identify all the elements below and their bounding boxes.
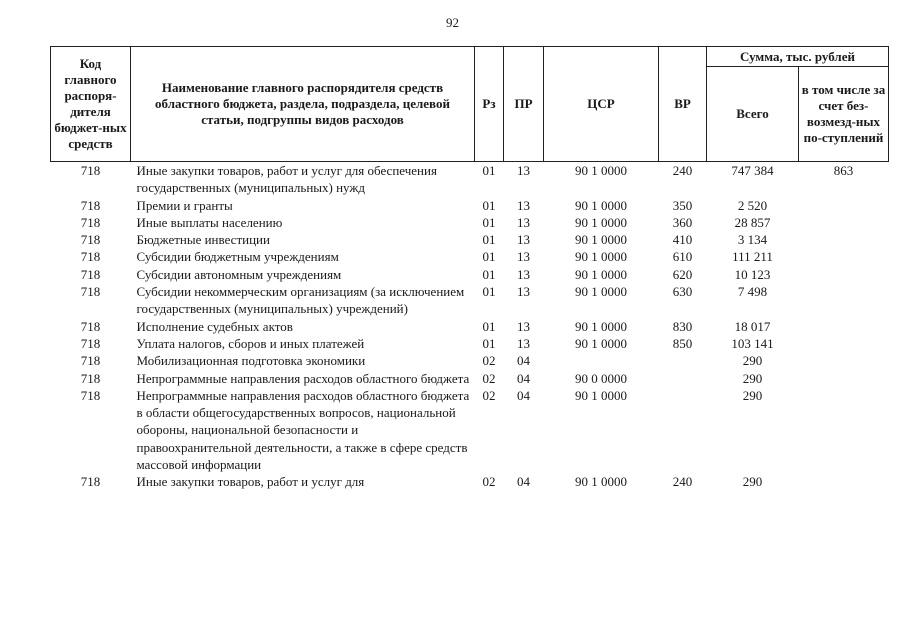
row-code: 718	[80, 335, 101, 351]
row-csr: 90 1 0000	[575, 318, 627, 334]
row-name: Мобилизационная подготовка экономики	[136, 353, 366, 369]
row-code: 718	[80, 387, 101, 403]
row-vr: 350	[672, 197, 693, 213]
row-name: Непрограммные направления расходов областного бюджета в области общегосударственных вопросов, национальной обороны, национальной безопасности и правоохранительной деятельности, а также в сфере средств массовой информации	[136, 387, 470, 473]
row-name: Исполнение судебных актов	[136, 318, 293, 334]
row-code: 718	[80, 214, 101, 230]
row-vr	[659, 370, 707, 387]
row-rz: 02	[482, 370, 496, 386]
row-total: 290	[742, 474, 763, 490]
row-code: 718	[80, 232, 101, 248]
row-name: Непрограммные направления расходов областного бюджета	[136, 370, 470, 386]
row-gratuitous	[799, 214, 889, 231]
table-row	[51, 352, 889, 369]
row-name: Иные выплаты населению	[136, 214, 283, 230]
row-vr	[659, 352, 707, 369]
row-gratuitous	[799, 231, 889, 248]
row-csr	[544, 352, 659, 369]
row-name: Субсидии автономным учреждениям	[136, 266, 342, 282]
row-gratuitous	[799, 197, 889, 214]
row-pr: 04	[517, 387, 530, 403]
row-total: 103 141	[731, 335, 774, 351]
row-rz: 02	[482, 387, 496, 403]
row-code: 718	[80, 249, 101, 265]
row-total: 7 498	[737, 284, 768, 300]
table-row	[51, 318, 889, 335]
row-rz: 01	[482, 284, 496, 300]
row-pr: 13	[517, 249, 530, 265]
row-name: Уплата налогов, сборов и иных платежей	[136, 335, 365, 351]
header-code: Код главного распоря-дителя бюджет-ных средств	[51, 47, 131, 162]
row-name: Иные закупки товаров, работ и услуг для обеспечения государственных (муниципальных) нужд	[136, 163, 437, 196]
row-rz: 01	[482, 249, 496, 265]
row-vr: 620	[672, 266, 693, 282]
table-row	[51, 387, 889, 473]
row-code: 718	[80, 266, 101, 282]
row-csr: 90 1 0000	[575, 387, 627, 403]
row-name: Бюджетные инвестиции	[136, 232, 270, 248]
row-pr: 04	[517, 474, 530, 490]
table-row	[51, 335, 889, 352]
row-vr: 240	[672, 163, 693, 178]
table-body	[51, 162, 889, 491]
row-code: 718	[80, 353, 101, 369]
header-name: Наименование главного распорядителя средств областного бюджета, раздела, подраздела, целевой статьи, подгруппы видов расходов	[131, 47, 475, 162]
budget-table	[50, 46, 889, 491]
row-csr: 90 1 0000	[575, 266, 627, 282]
row-total: 18 017	[734, 318, 771, 334]
row-pr: 04	[517, 370, 530, 386]
row-csr: 90 1 0000	[575, 163, 627, 178]
row-vr: 240	[672, 474, 693, 490]
row-name: Субсидии некоммерческим организациям (за исключением государственных (муниципальных) учреждений)	[136, 284, 465, 317]
row-csr: 90 1 0000	[575, 249, 627, 265]
row-gratuitous	[799, 248, 889, 265]
row-gratuitous	[799, 266, 889, 283]
row-vr: 610	[672, 249, 693, 265]
row-pr: 13	[517, 232, 530, 248]
table-row	[51, 473, 889, 490]
row-pr: 13	[517, 284, 530, 300]
row-pr: 13	[517, 197, 530, 213]
header-total: Всего	[707, 67, 799, 162]
row-total: 290	[742, 370, 763, 386]
header-csr: ЦСР	[544, 47, 659, 162]
row-rz: 01	[482, 197, 496, 213]
table-row	[51, 231, 889, 248]
table-row	[51, 283, 889, 318]
row-csr: 90 1 0000	[575, 232, 627, 248]
row-vr: 410	[672, 232, 693, 248]
row-name: Субсидии бюджетным учреждениям	[136, 249, 339, 265]
row-code: 718	[80, 474, 101, 490]
table-header	[51, 47, 889, 162]
header-pr: ПР	[504, 47, 544, 162]
row-vr: 360	[672, 214, 693, 230]
row-pr: 13	[517, 335, 530, 351]
row-rz: 01	[482, 163, 496, 178]
row-rz: 01	[482, 232, 496, 248]
row-name: Премии и гранты	[136, 197, 233, 213]
table-row	[51, 214, 889, 231]
table-row	[51, 162, 889, 197]
row-code: 718	[80, 163, 101, 178]
row-total: 747 384	[731, 163, 774, 178]
row-rz: 01	[482, 318, 496, 334]
header-vr: ВР	[659, 47, 707, 162]
row-rz: 01	[482, 266, 496, 282]
table-row	[51, 197, 889, 214]
row-csr: 90 0 0000	[575, 370, 627, 386]
row-total: 290	[742, 353, 763, 369]
row-total: 3 134	[737, 232, 768, 248]
row-pr: 13	[517, 318, 530, 334]
row-code: 718	[80, 197, 101, 213]
row-code: 718	[80, 318, 101, 334]
row-code: 718	[80, 370, 101, 386]
row-pr: 04	[517, 353, 530, 369]
row-vr: 830	[672, 318, 693, 334]
page-number: 92	[446, 15, 459, 30]
row-csr: 90 1 0000	[575, 214, 627, 230]
row-vr: 850	[672, 335, 693, 351]
row-vr	[659, 387, 707, 473]
row-gratuitous	[799, 370, 889, 387]
row-rz: 02	[482, 474, 496, 490]
row-code: 718	[80, 284, 101, 300]
table-row	[51, 266, 889, 283]
row-gratuitous	[799, 335, 889, 352]
row-csr: 90 1 0000	[575, 335, 627, 351]
row-gratuitous: 863	[833, 163, 854, 178]
row-total: 28 857	[734, 214, 771, 230]
row-total: 2 520	[737, 197, 768, 213]
row-pr: 13	[517, 214, 530, 230]
row-rz: 01	[482, 214, 496, 230]
row-pr: 13	[517, 266, 530, 282]
row-pr: 13	[517, 163, 530, 178]
row-gratuitous	[799, 473, 889, 490]
row-gratuitous	[799, 318, 889, 335]
header-gratuitous: в том числе за счет без-возмезд-ных по-ступлений	[799, 67, 889, 162]
row-rz: 02	[482, 353, 496, 369]
row-total: 290	[742, 387, 763, 403]
row-total: 10 123	[734, 266, 771, 282]
row-rz: 01	[482, 335, 496, 351]
row-csr: 90 1 0000	[575, 284, 627, 300]
table-row	[51, 248, 889, 265]
header-sum-group: Сумма, тыс. рублей	[707, 47, 889, 67]
table-row	[51, 370, 889, 387]
row-gratuitous	[799, 352, 889, 369]
row-total: 111 211	[732, 249, 773, 265]
row-csr: 90 1 0000	[575, 197, 627, 213]
row-vr: 630	[672, 284, 693, 300]
row-csr: 90 1 0000	[575, 474, 627, 490]
row-gratuitous	[799, 387, 889, 473]
row-gratuitous	[799, 283, 889, 318]
row-name: Иные закупки товаров, работ и услуг для	[136, 474, 365, 490]
header-rz: Рз	[475, 47, 504, 162]
